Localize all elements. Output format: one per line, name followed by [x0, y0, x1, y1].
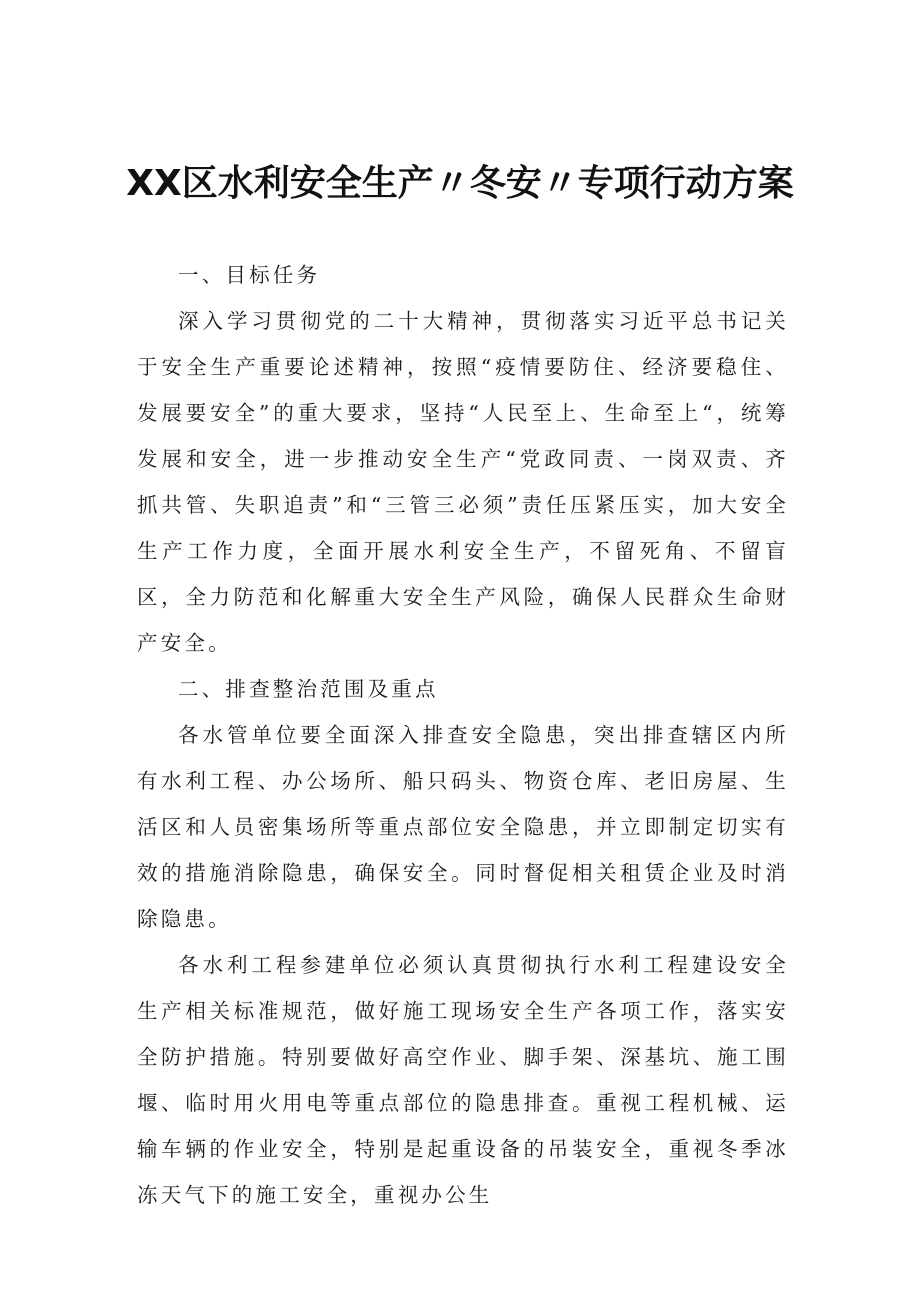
paragraph-scope-units: 各水管单位要全面深入排查安全隐患，突出排查辖区内所有水利工程、办公场所、船只码头、物资仓库、老旧房屋、生活区和人员密集场所等重点部位安全隐患，并立即制定切实有效的措施消除隐患，确保安全。同时督促相关租赁企业及时消除隐患。 — [137, 723, 789, 931]
document-title: XX区水利安全生产〃冬安〃专项行动方案 — [126, 163, 794, 204]
paragraph-goals: 深入学习贯彻党的二十大精神，贯彻落实习近平总书记关于安全生产重要论述精神，按照“疫情要防住、经济要稳住、发展要安全”的重大要求，坚持“人民至上、生命至上“，统筹发展和安全，进一步推动安全生产“党政同责、一岗双责、齐抓共管、失职追责”和“三管三必须”责任压紧压实，加大安全生产工作力度，全面开展水利安全生产，不留死角、不留盲区，全力防范和化解重大安全生产风险，确保人民群众生命财产安全。 — [137, 309, 789, 655]
section-heading-goals: 一、目标任务 — [178, 263, 321, 287]
section-heading-scope: 二、排查整治范围及重点 — [178, 677, 439, 701]
paragraph-scope-construction: 各水利工程参建单位必须认真贯彻执行水利工程建设安全生产相关标准规范，做好施工现场安全生产各项工作，落实安全防护措施。特别要做好高空作业、脚手架、深基坑、施工围堰、临时用火用电等重点部位的隐患排查。重视工程机械、运输车辆的作业安全，特别是起重设备的吊装安全，重视冬季冰冻天气下的施工安全，重视办公生 — [137, 953, 789, 1207]
document-body — [137, 252, 789, 1218]
